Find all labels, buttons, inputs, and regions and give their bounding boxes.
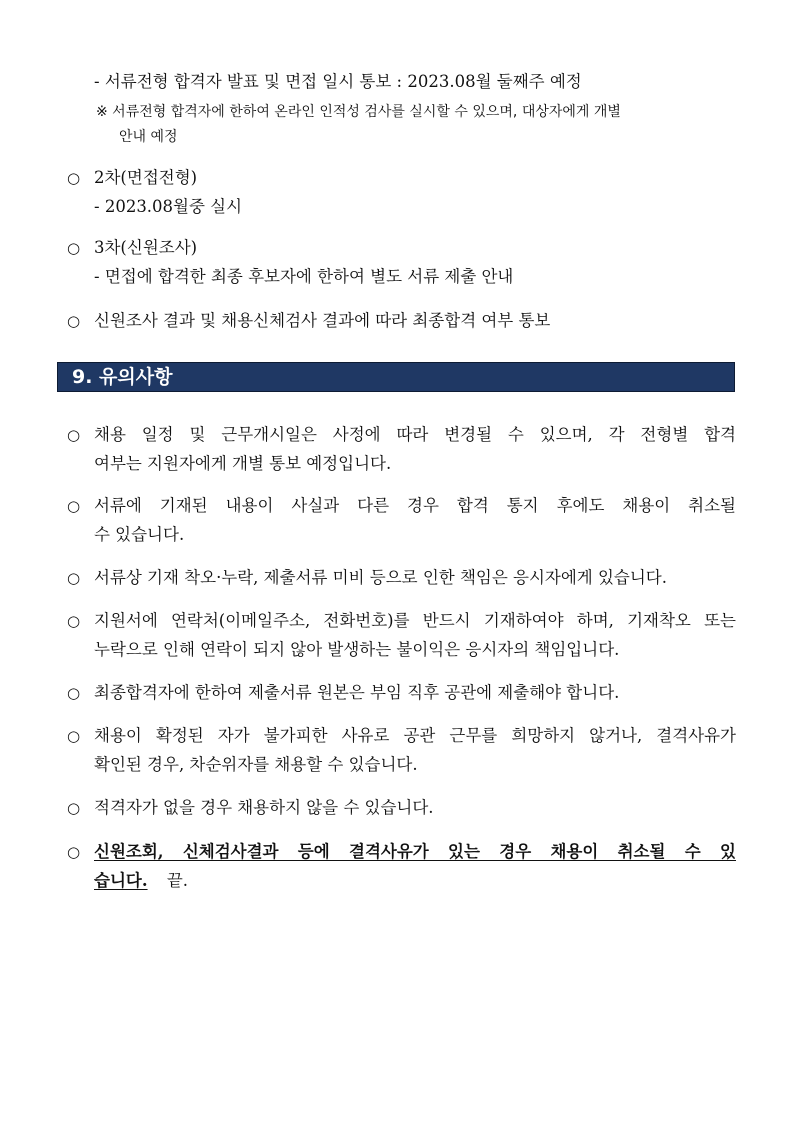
bullet-icon: ○	[67, 684, 81, 702]
bullet-icon: ○	[67, 426, 81, 444]
note-1-line1: 채용 일정 및 근무개시일은 사정에 따라 변경될 수 있으며, 각 전형별 합격	[94, 425, 736, 444]
stage2-title: 2차(면접전형)	[94, 168, 198, 187]
note-7-line1: 적격자가 없을 경우 채용하지 않을 수 있습니다.	[94, 798, 434, 817]
final-result-text: 신원조사 결과 및 채용신체검사 결과에 따라 최종합격 여부 통보	[94, 311, 551, 330]
note-3-line1: 서류상 기재 착오·누락, 제출서류 미비 등으로 인한 책임은 응시자에게 있습니다.	[94, 568, 667, 587]
announcement-schedule-text: - 서류전형 합격자 발표 및 면접 일시 통보 : 2023.08월 둘째주 예정	[94, 72, 582, 91]
stage2-detail: - 2023.08월중 실시	[94, 197, 243, 216]
note-2-line1: 서류에 기재된 내용이 사실과 다른 경우 합격 통지 후에도 채용이 취소될	[94, 496, 736, 515]
note-4-line2: 누락으로 인해 연락이 되지 않아 발생하는 불이익은 응시자의 책임입니다.	[94, 640, 620, 659]
online-test-note-line1: ※ 서류전형 합격자에 한하여 온라인 인적성 검사를 실시할 수 있으며, 대상자에게 개별	[96, 104, 621, 120]
bullet-icon: ○	[67, 312, 81, 330]
note-6-line2: 확인된 경우, 차순위자를 채용할 수 있습니다.	[94, 755, 418, 774]
disqualification-warning-line1: 신원조회, 신체검사결과 등에 결격사유가 있는 경우 채용이 취소될 수 있	[94, 842, 736, 861]
stage3-detail: - 면접에 합격한 최종 후보자에 한하여 별도 서류 제출 안내	[94, 267, 514, 286]
section-header	[57, 362, 735, 392]
bullet-icon: ○	[67, 169, 81, 187]
document-end-mark: 끝.	[166, 871, 188, 890]
bullet-icon: ○	[67, 497, 81, 515]
bullet-icon: ○	[67, 799, 81, 817]
bullet-icon: ○	[67, 569, 81, 587]
stage3-title: 3차(신원조사)	[94, 238, 198, 257]
note-6-line1: 채용이 확정된 자가 불가피한 사유로 공관 근무를 희망하지 않거나, 결격사유가	[94, 726, 736, 745]
note-2-line2: 수 있습니다.	[94, 525, 185, 544]
note-4-line1: 지원서에 연락처(이메일주소, 전화번호)를 반드시 기재하여야 하며, 기재착오 또는	[94, 611, 736, 630]
section-title: 9. 유의사항	[72, 366, 173, 388]
note-1-line2: 여부는 지원자에게 개별 통보 예정입니다.	[94, 454, 392, 473]
bullet-icon: ○	[67, 843, 81, 861]
bullet-icon: ○	[67, 612, 81, 630]
bullet-icon: ○	[67, 239, 81, 257]
online-test-note-line2: 안내 예정	[119, 129, 178, 145]
bullet-icon: ○	[67, 727, 81, 745]
disqualification-warning-end: 습니다.	[94, 871, 148, 890]
disqualification-warning-line2	[94, 870, 188, 892]
note-5-line1: 최종합격자에 한하여 제출서류 원본은 부임 직후 공관에 제출해야 합니다.	[94, 683, 620, 702]
